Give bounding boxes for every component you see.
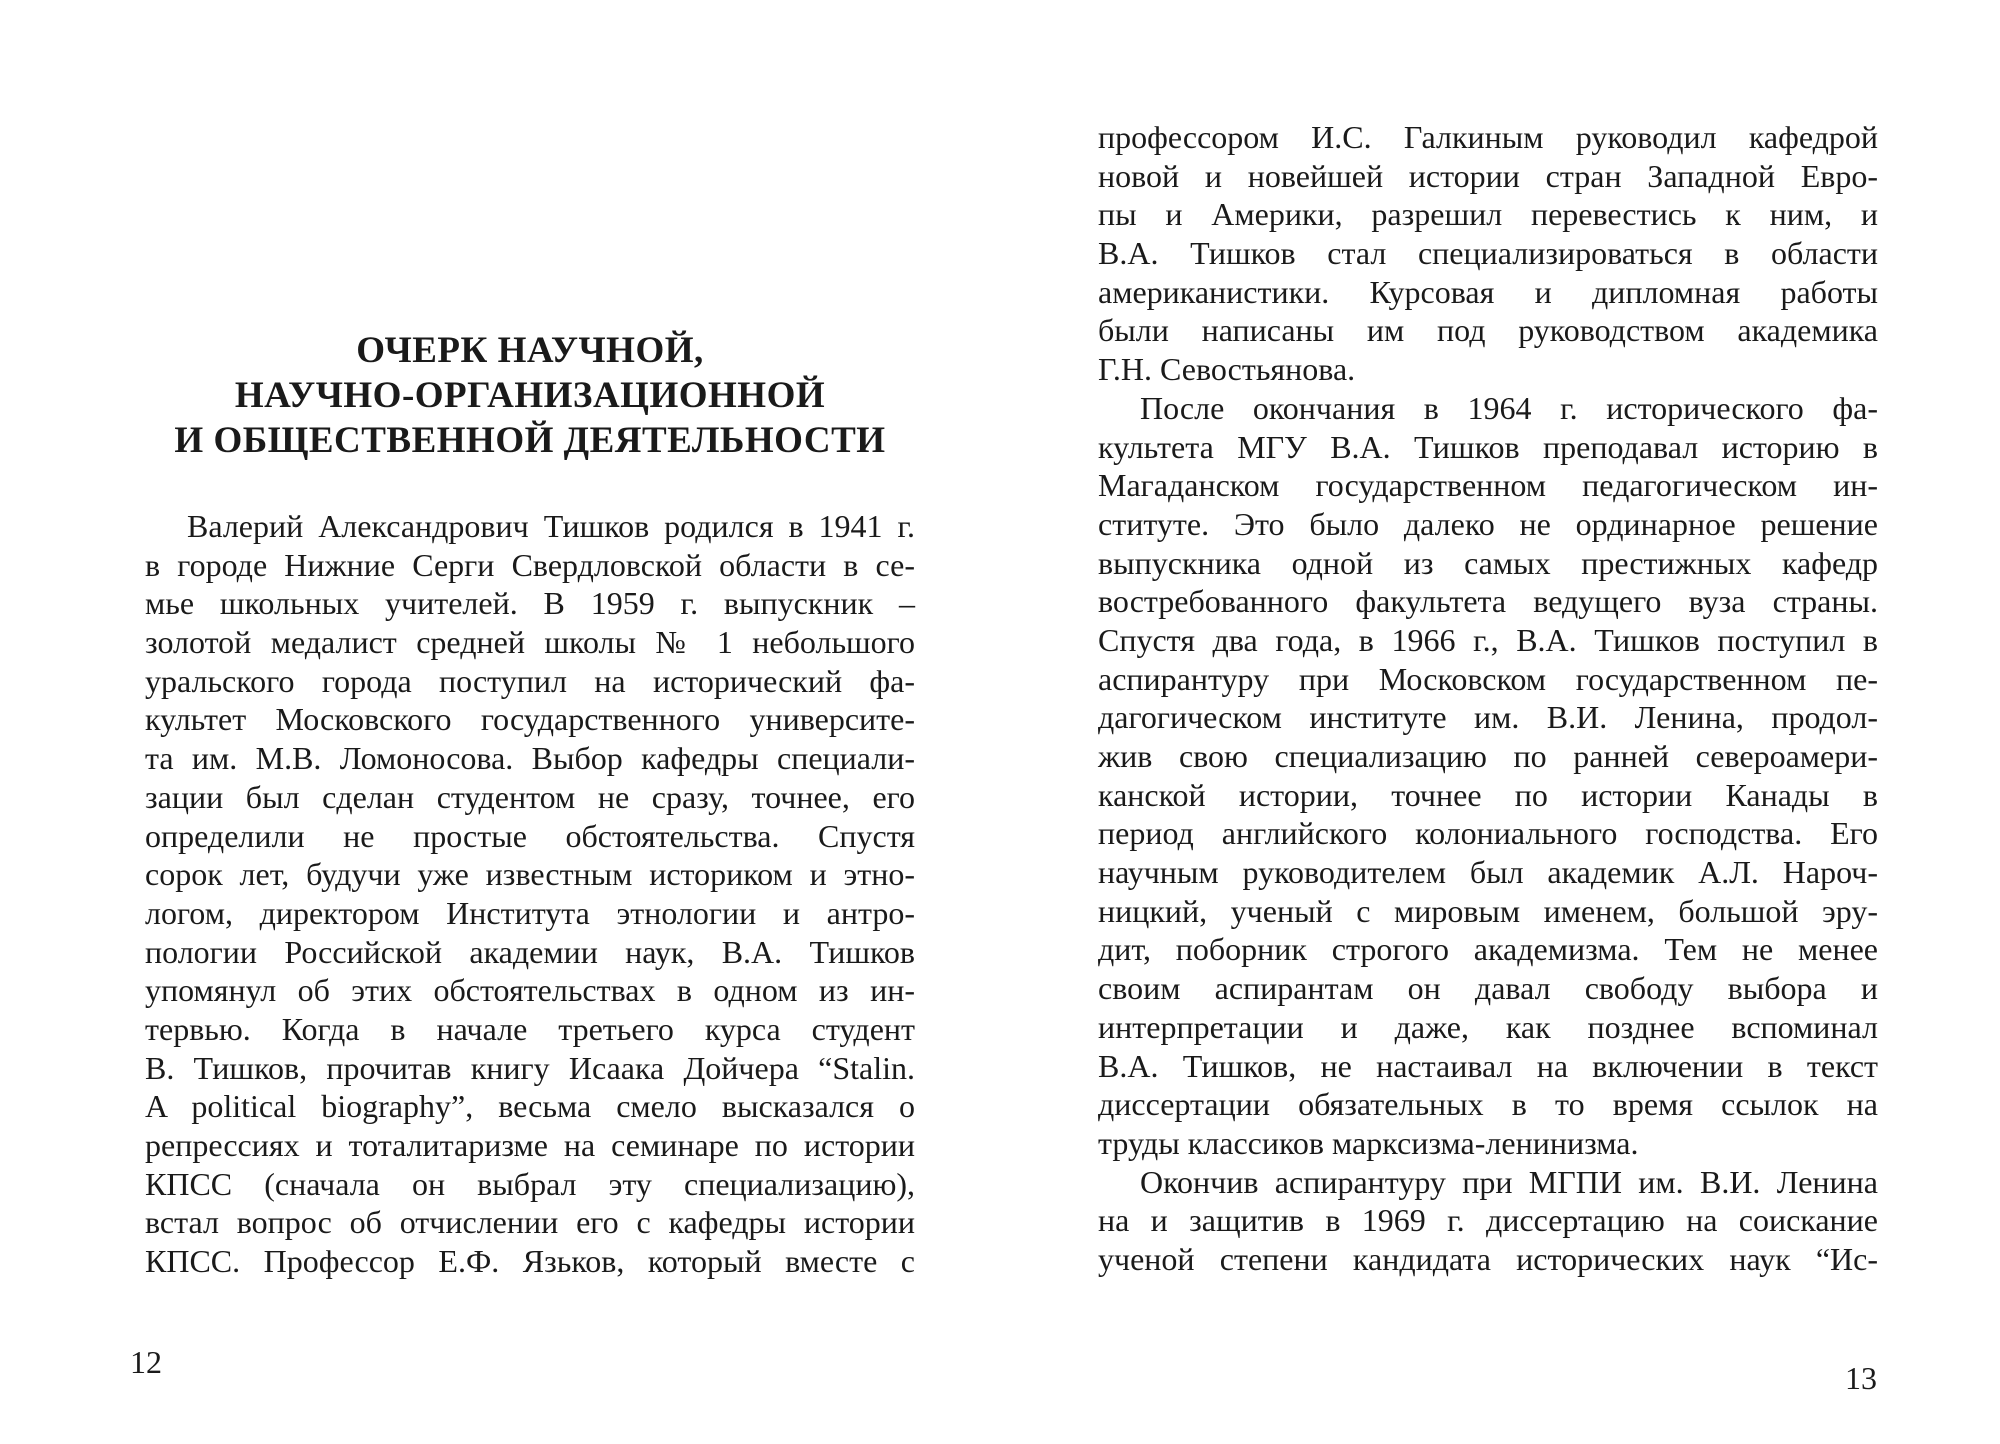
- text-line: в городе Нижние Серги Свердловской области в се-: [145, 546, 915, 583]
- text-line: аспирантуру при Московском государственном пе-: [1098, 660, 1878, 697]
- text-line: своим аспирантам он давал свободу выбора и: [1098, 970, 1878, 1007]
- text-line: пологии Российской академии наук, В.А. Тишков: [145, 933, 915, 970]
- text-line: В. Тишков, прочитав книгу Исаака Дойчера “Stalin.: [145, 1049, 915, 1086]
- text-line: канской истории, точнее по истории Канады в: [1098, 776, 1878, 813]
- page-number: 13: [1845, 1360, 1877, 1396]
- text-line: ституте. Это было далеко не ординарное решение: [1098, 505, 1878, 542]
- text-line: были написаны им под руководством академика: [1098, 312, 1878, 349]
- text-line: золотой медалист средней школы № 1 небольшого: [145, 624, 915, 661]
- text-line: Магаданском государственном педагогическом ин-: [1098, 467, 1878, 504]
- text-line: период английского колониального господства. Его: [1098, 815, 1878, 852]
- text-line: КПСС. Профессор Е.Ф. Язьков, который вместе с: [145, 1243, 915, 1280]
- text-line: востребованного факультета ведущего вуза страны.: [1098, 583, 1878, 620]
- text-line: КПСС (сначала он выбрал эту специализацию),: [145, 1165, 915, 1202]
- text-line: выпускника одной из самых престижных кафедр: [1098, 544, 1878, 581]
- right-page: [1000, 0, 2000, 1444]
- text-line: логом, директором Института этнологии и антро-: [145, 894, 915, 931]
- text-line: зации был сделан студентом не сразу, точнее, его: [145, 778, 915, 815]
- text-line: В.А. Тишков стал специализироваться в области: [1098, 235, 1878, 272]
- text-line: диссертации обязательных в то время ссылок на: [1098, 1086, 1878, 1123]
- text-line: жив свою специализацию по ранней североамери-: [1098, 738, 1878, 774]
- text-line: научным руководителем был академик А.Л. Нароч-: [1098, 854, 1878, 891]
- text-line: Валерий Александрович Тишков родился в 1941 г.: [187, 508, 915, 544]
- text-line: культета МГУ В.А. Тишков преподавал историю в: [1098, 428, 1878, 465]
- chapter-title-line: НАУЧНО-ОРГАНИЗАЦИОННОЙ: [234, 375, 826, 416]
- text-line: пы и Америки, разрешил перевестись к ним, и: [1098, 196, 1878, 233]
- text-line: Окончив аспирантуру при МГПИ им. В.И. Ленина: [1140, 1163, 1878, 1200]
- text-line: тервью. Когда в начале третьего курса студент: [145, 1010, 915, 1047]
- text-line: дагогическом институте им. В.И. Ленина, продол-: [1098, 699, 1878, 736]
- text-line: американистики. Курсовая и дипломная работы: [1098, 273, 1878, 310]
- text-line: определили не простые обстоятельства. Спустя: [145, 817, 915, 854]
- text-line: Г.Н. Севостьянова.: [1098, 351, 1356, 388]
- text-line: Спустя два года, в 1966 г., В.А. Тишков поступил в: [1098, 621, 1878, 658]
- text-line: встал вопрос об отчислении его с кафедры истории: [145, 1204, 915, 1241]
- chapter-title: [150, 328, 910, 463]
- text-line: ученой степени кандидата исторических наук “Ис-: [1098, 1240, 1878, 1277]
- text-line: интерпретации и даже, как позднее вспоминал: [1098, 1008, 1878, 1045]
- text-line: A political biography”, весьма смело высказался о: [145, 1088, 915, 1125]
- text-line: В.А. Тишков, не настаивал на включении в текст: [1098, 1047, 1878, 1084]
- text-line: мье школьных учителей. В 1959 г. выпускник –: [145, 585, 915, 622]
- page-number: 12: [130, 1344, 162, 1380]
- text-line: После окончания в 1964 г. исторического фа-: [1140, 389, 1878, 426]
- left-body-text: [145, 507, 915, 1281]
- text-line: та им. М.В. Ломоносова. Выбор кафедры специали-: [145, 740, 915, 777]
- text-line: упомянул об этих обстоятельствах в одном из ин-: [145, 972, 915, 1009]
- text-line: культет Московского государственного университе-: [145, 701, 915, 738]
- text-line: на и защитив в 1969 г. диссертацию на соискание: [1098, 1202, 1878, 1239]
- text-line: дит, поборник строгого академизма. Тем не менее: [1098, 931, 1878, 968]
- text-line: сорок лет, будучи уже известным историком и этно-: [145, 856, 915, 893]
- chapter-title-line: И ОБЩЕСТВЕННОЙ ДЕЯТЕЛЬНОСТИ: [174, 420, 886, 461]
- text-line: труды классиков марксизма-ленинизма.: [1098, 1124, 1639, 1161]
- text-line: ницкий, ученый с мировым именем, большой эру-: [1098, 892, 1878, 929]
- text-line: новой и новейшей истории стран Западной Евро-: [1098, 157, 1878, 194]
- chapter-title-line: ОЧЕРК НАУЧНОЙ,: [356, 330, 704, 371]
- text-line: профессором И.С. Галкиным руководил кафедрой: [1098, 119, 1878, 155]
- text-line: уральского города поступил на исторический фа-: [145, 662, 915, 699]
- text-line: репрессиях и тоталитаризме на семинаре по истории: [145, 1127, 915, 1163]
- right-body-text: [1098, 118, 1878, 1279]
